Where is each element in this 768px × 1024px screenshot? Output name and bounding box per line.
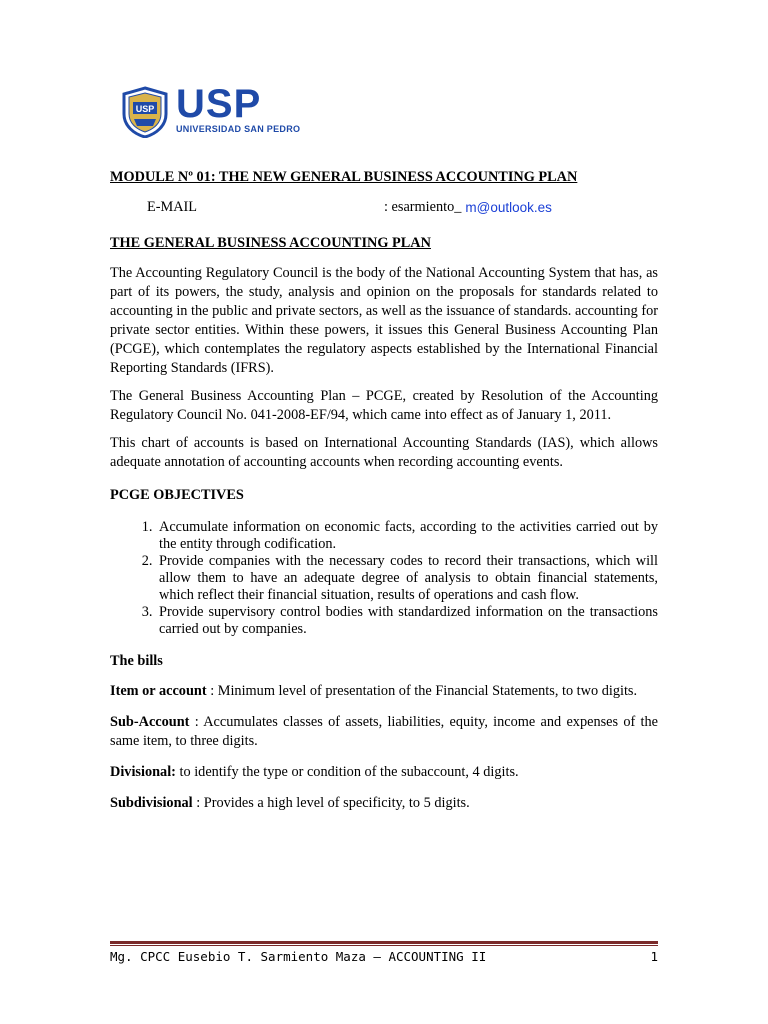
definition-item-account — [110, 682, 658, 701]
section-title: THE GENERAL BUSINESS ACCOUNTING PLAN — [110, 235, 431, 251]
footer-divider — [110, 941, 658, 944]
objectives-list — [110, 519, 658, 638]
seal-text: USP — [135, 104, 155, 114]
email-row — [110, 198, 658, 217]
list-item: 2. Provide companies with the necessary codes to record their transactions, which will allow them to have an adequate degree of analysis to obtain financial statements, which reflect their financial situation, results of operations and cash flow. — [156, 553, 658, 604]
email-link[interactable]: m@outlook.es — [465, 200, 552, 215]
paragraph: The Accounting Regulatory Council is the body of the National Accounting System that has, as part of its powers, the study, analysis and opinion on the proposals for standards related to accounting in the public and private sectors, as well as the issuance of standards. accounting for private sector entities. Within these powers, it issues this General Business Accounting Plan (PCGE), which contemplates the regulatory aspects established by the International Financial Reporting Standards (IFRS). — [110, 265, 658, 376]
bills-heading: The bills — [110, 653, 163, 669]
definition-sub-account — [110, 713, 658, 751]
definition-term: Sub-Account — [110, 714, 190, 730]
definition-text: : Minimum level of presentation of the Financial Statements, to two digits. — [206, 683, 638, 699]
definition-subdivisional — [110, 794, 658, 813]
definition-term: Item or account — [110, 683, 207, 699]
list-item: 3. Provide supervisory control bodies with standardized information on the transactions carried out by companies. — [156, 604, 658, 638]
university-seal-icon — [120, 86, 170, 138]
paragraph: The General Business Accounting Plan – PCGE, created by Resolution of the Accounting Regulatory Council No. 041-2008-EF/94, which came into effect as of January 1, 2011. — [110, 388, 658, 423]
module-title: MODULE Nº 01: THE NEW GENERAL BUSINESS ACCOUNTING PLAN — [110, 169, 578, 185]
logo-subtitle: UNIVERSIDAD SAN PEDRO — [176, 124, 301, 134]
definition-text: : Accumulates classes of assets, liabilities, equity, income and expenses of the same item, to three digits. — [110, 714, 658, 749]
email-label: E-MAIL — [147, 199, 198, 215]
definition-term: Subdivisional — [110, 795, 193, 811]
definition-text: to identify the type or condition of the subaccount, 4 digits. — [175, 764, 519, 780]
usp-logo — [120, 84, 310, 140]
paragraph: This chart of accounts is based on International Accounting Standards (IAS), which allows adequate annotation of accounting accounts when recording accounting events. — [110, 435, 658, 470]
page-footer — [110, 949, 658, 964]
footer-author: Mg. CPCC Eusebio T. Sarmiento Maza – ACCOUNTING II — [110, 949, 487, 964]
definition-term: Divisional: — [110, 764, 176, 780]
footer-divider-thin — [110, 945, 658, 946]
document-body — [110, 168, 658, 825]
list-item: 1. Accumulate information on economic facts, according to the activities carried out by the entity through codification. — [156, 519, 658, 553]
email-prefix: : esarmiento_ — [384, 199, 462, 215]
page-number: 1 — [650, 949, 658, 964]
objectives-heading: PCGE OBJECTIVES — [110, 487, 244, 503]
definition-text: : Provides a high level of specificity, to 5 digits. — [192, 795, 470, 811]
logo-name: USP — [176, 82, 262, 126]
definition-divisional — [110, 763, 658, 782]
